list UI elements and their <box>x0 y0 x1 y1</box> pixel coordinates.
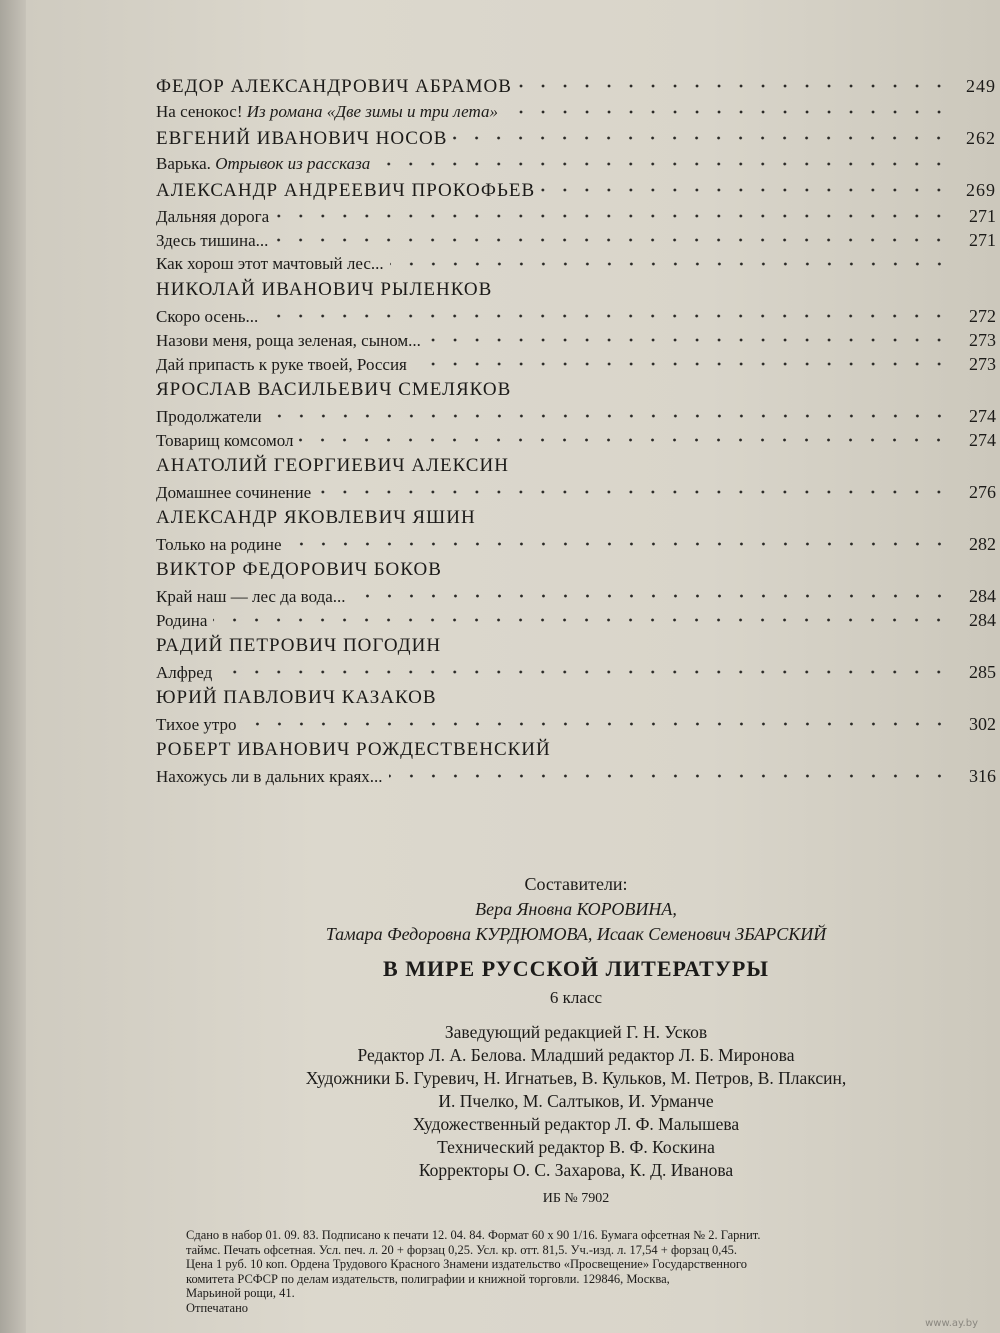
work-title: Товарищ комсомол <box>156 431 294 450</box>
author-name: НИКОЛАЙ ИВАНОВИЧ РЫЛЕНКОВ <box>156 279 493 300</box>
toc-work-row <box>156 228 996 252</box>
toc-work-row <box>156 252 996 276</box>
dot-leader <box>390 261 950 267</box>
work-title-wrap <box>156 533 282 557</box>
author-name: ФЕДОР АЛЕКСАНДРОВИЧ АБРАМОВ <box>156 76 512 97</box>
dot-leader <box>317 489 950 495</box>
imprint-line: Отпечатано <box>186 1300 249 1315</box>
work-title: Здесь тишина... <box>156 231 269 250</box>
dot-leader <box>288 541 950 547</box>
work-title-wrap <box>156 353 407 377</box>
page-number: 272 <box>969 306 996 326</box>
staff-line: Заведующий редакцией Г. Н. Усков <box>444 1022 708 1042</box>
toc-author-row <box>156 504 996 532</box>
toc-author-row <box>156 736 996 764</box>
work-title: Назови меня, роща зеленая, сыном... <box>156 331 421 350</box>
page-number: 284 <box>969 610 996 630</box>
toc-work-row <box>156 764 996 788</box>
toc-work-row <box>156 152 996 176</box>
work-title: Алфред <box>156 663 213 682</box>
dot-leader <box>443 695 950 701</box>
dot-leader <box>557 747 950 753</box>
dot-leader <box>517 387 950 393</box>
page-number: 273 <box>969 330 996 350</box>
toc-work-row <box>156 404 996 428</box>
dot-leader <box>299 437 950 443</box>
grade-label: 6 класс <box>549 988 603 1007</box>
work-title-wrap <box>156 481 311 505</box>
toc-work-row <box>156 712 996 736</box>
staff-line: И. Пчелко, М. Салтыков, И. Урманче <box>438 1091 714 1111</box>
work-title: Родина <box>156 611 208 630</box>
dot-leader <box>518 83 950 89</box>
dot-leader <box>268 413 950 419</box>
previous-page-edge <box>0 0 26 1333</box>
staff-line: Корректоры О. С. Захарова, К. Д. Иванова <box>418 1160 734 1180</box>
dot-leader <box>376 161 950 167</box>
dot-leader <box>448 567 950 573</box>
compilers-heading: Составители: <box>524 874 628 894</box>
toc-author-row <box>156 556 996 584</box>
page-number: 273 <box>969 354 996 374</box>
author-name: РОБЕРТ ИВАНОВИЧ РОЖДЕСТВЕНСКИЙ <box>156 739 551 760</box>
author-name: ЯРОСЛАВ ВАСИЛЬЕВИЧ СМЕЛЯКОВ <box>156 379 512 400</box>
staff-line: Художественный редактор Л. Ф. Малышева <box>412 1114 740 1134</box>
page-number: 249 <box>966 76 996 96</box>
toc-author-row <box>156 176 996 204</box>
work-title-wrap <box>156 229 268 253</box>
page-number: 282 <box>969 534 996 554</box>
staff-line: Технический редактор В. Ф. Коскина <box>437 1137 715 1157</box>
toc-work-row <box>156 428 996 452</box>
page-number: 274 <box>969 430 996 450</box>
work-title-wrap <box>156 100 498 124</box>
work-title-wrap <box>156 661 212 685</box>
author-name: ЕВГЕНИЙ ИВАНОВИЧ НОСОВ <box>156 128 448 149</box>
author-name: РАДИЙ ПЕТРОВИЧ ПОГОДИН <box>156 635 442 656</box>
toc-work-row <box>156 304 996 328</box>
page-number: 262 <box>966 128 996 148</box>
work-title: Домашнее сочинение <box>156 483 312 502</box>
work-title: Тихое утро <box>156 715 237 734</box>
work-title-wrap <box>156 152 370 176</box>
work-title: Дальняя дорога <box>156 207 270 226</box>
work-note: Из романа «Две зимы и три лета» <box>246 102 498 121</box>
imprint-line: комитета РСФСР по делам издательств, полиграфии и книжной торговли. 129846, Москва, <box>186 1271 670 1286</box>
toc-work-row <box>156 608 996 632</box>
table-of-contents <box>156 72 996 788</box>
dot-leader <box>274 237 950 243</box>
author-name: АЛЕКСАНДР ЯКОВЛЕВИЧ ЯШИН <box>156 507 476 528</box>
toc-work-row <box>156 328 996 352</box>
work-title-wrap <box>156 405 262 429</box>
toc-work-row <box>156 660 996 684</box>
dot-leader <box>218 669 950 675</box>
toc-author-row <box>156 124 996 152</box>
page-number: 285 <box>969 662 996 682</box>
work-title: Только на родине <box>156 535 282 554</box>
staff-line: Редактор Л. А. Белова. Младший редактор Л. Б. Миронова <box>357 1045 795 1065</box>
credits-block <box>156 872 996 1210</box>
dot-leader <box>389 773 950 779</box>
toc-author-row <box>156 276 996 304</box>
dot-leader <box>275 213 950 219</box>
dot-leader <box>482 515 950 521</box>
toc-author-row <box>156 72 996 100</box>
toc-work-row <box>156 480 996 504</box>
work-title-wrap <box>156 329 421 353</box>
toc-author-row <box>156 376 996 404</box>
author-name: ЮРИЙ ПАВЛОВИЧ КАЗАКОВ <box>156 687 437 708</box>
work-note: Отрывок из рассказа <box>215 154 371 173</box>
imprint-line: Цена 1 руб. 10 коп. Ордена Трудового Красного Знамени издательство «Просвещение» Государственного <box>186 1257 747 1271</box>
toc-work-row <box>156 100 996 124</box>
author-name: АНАТОЛИЙ ГЕОРГИЕВИЧ АЛЕКСИН <box>156 455 509 476</box>
work-title-wrap <box>156 252 384 276</box>
toc-work-row <box>156 532 996 556</box>
dot-leader <box>427 337 950 343</box>
author-name: АЛЕКСАНДР АНДРЕЕВИЧ ПРОКОФЬЕВ <box>156 180 536 201</box>
toc-work-row <box>156 584 996 608</box>
ib-number: ИБ № 7902 <box>542 1191 610 1206</box>
work-title: Как хорош этот мачтовый лес... <box>156 254 384 273</box>
imprint-block <box>186 1228 986 1315</box>
compilers-line-1: Вера Яновна КОРОВИНА, <box>475 899 677 919</box>
dot-leader <box>515 463 950 469</box>
dot-leader <box>453 135 950 141</box>
work-title-wrap <box>156 205 269 229</box>
dot-leader <box>264 313 950 319</box>
work-title-wrap <box>156 305 258 329</box>
toc-author-row <box>156 684 996 712</box>
toc-work-row <box>156 352 996 376</box>
imprint-line: Сдано в набор 01. 09. 83. Подписано к печати 12. 04. 84. Формат 60 x 90 1/16. Бумага офсетная № 2. Гарнит. <box>186 1228 761 1242</box>
compilers-line-2: Тамара Федоровна КУРДЮМОВА, Исаак Семенович ЗБАРСКИЙ <box>325 924 827 944</box>
dot-leader <box>498 287 950 293</box>
editorial-staff <box>156 1021 996 1182</box>
page-number: 302 <box>969 714 996 734</box>
dot-leader <box>352 593 950 599</box>
page-number: 316 <box>969 766 996 786</box>
page-number: 276 <box>969 482 996 502</box>
dot-leader <box>504 109 950 115</box>
imprint-line: Марьиной рощи, 41. <box>186 1286 295 1300</box>
dot-leader <box>413 361 950 367</box>
staff-line: Художники Б. Гуревич, Н. Игнатьев, В. Кульков, М. Петров, В. Плаксин, <box>305 1068 847 1088</box>
work-title-wrap <box>156 713 237 737</box>
page-number: 269 <box>966 180 996 200</box>
work-title: Край наш — лес да вода... <box>156 587 346 606</box>
book-title: В МИРЕ РУССКОЙ ЛИТЕРАТУРЫ <box>383 956 769 981</box>
toc-work-row <box>156 204 996 228</box>
work-title-wrap <box>156 429 293 453</box>
work-title-wrap <box>156 609 207 633</box>
author-name: ВИКТОР ФЕДОРОВИЧ БОКОВ <box>156 559 442 580</box>
page-number: 271 <box>969 206 996 226</box>
work-title: Продолжатели <box>156 407 262 426</box>
work-title-wrap <box>156 585 346 609</box>
dot-leader <box>447 643 950 649</box>
page-number: 284 <box>969 586 996 606</box>
work-title: Скоро осень... <box>156 307 259 326</box>
watermark: www.ay.by <box>925 1318 978 1329</box>
toc-author-row <box>156 632 996 660</box>
work-title: Нахожусь ли в дальних краях... <box>156 767 383 786</box>
work-title: На сенокос! <box>156 102 243 121</box>
page-number: 274 <box>969 406 996 426</box>
imprint-line: таймс. Печать офсетная. Усл. печ. л. 20 + форзац 0,25. Усл. кр. отт. 81,5. Уч.-изд. л. 17,54 + форзац 0,45. <box>186 1242 738 1257</box>
dot-leader <box>213 617 950 623</box>
book-page <box>26 0 1000 1333</box>
dot-leader <box>541 187 950 193</box>
page-number: 271 <box>969 230 996 250</box>
work-title: Варька. <box>156 154 211 173</box>
dot-leader <box>243 721 950 727</box>
toc-author-row <box>156 452 996 480</box>
work-title: Дай припасть к руке твоей, Россия <box>156 355 407 374</box>
work-title-wrap <box>156 765 383 789</box>
